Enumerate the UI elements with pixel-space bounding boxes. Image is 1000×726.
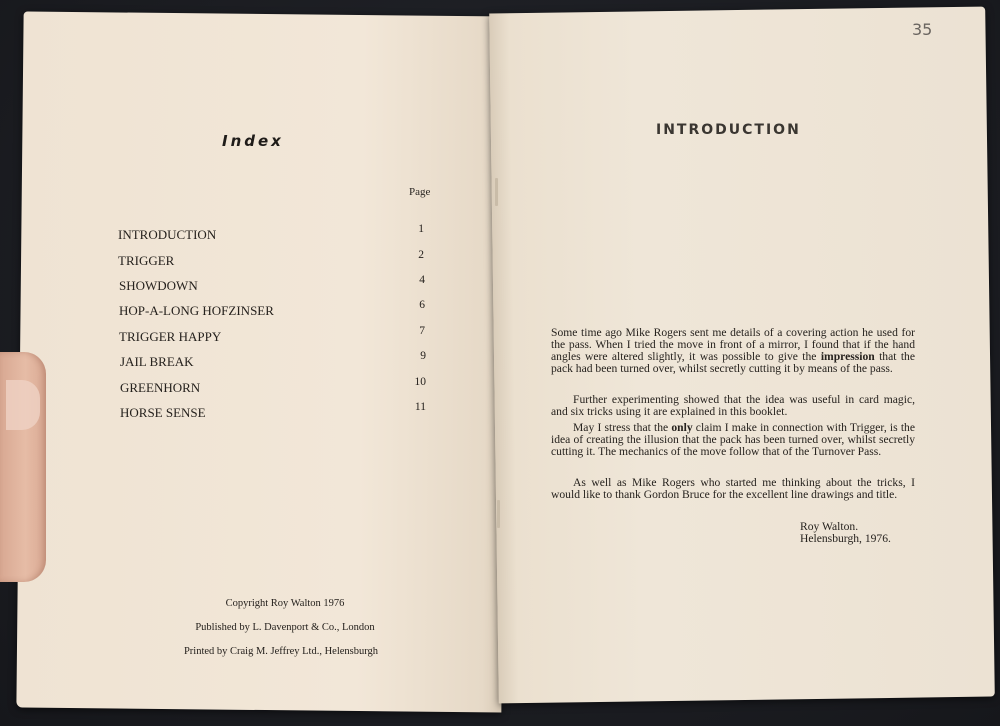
toc-title: TRIGGER bbox=[118, 253, 175, 268]
toc-page: 7 bbox=[419, 325, 425, 337]
index-heading: Index bbox=[222, 132, 284, 150]
para1-text: Some time ago Mike Rogers sent me details of a covering action he used for the pass. When I tried the move in front of a mirror, I found that if the hand angles were altered slightly, it was possible to give the bbox=[551, 326, 915, 363]
toc-row bbox=[119, 325, 439, 349]
toc-title: SHOWDOWN bbox=[119, 278, 198, 293]
para3-emphasis: only bbox=[671, 421, 693, 434]
toc-page: 9 bbox=[420, 350, 426, 362]
toc-page: 2 bbox=[418, 249, 424, 261]
intro-paragraph-3 bbox=[551, 422, 915, 458]
publisher-line: Published by L. Davenport & Co., London bbox=[195, 622, 375, 633]
toc-row bbox=[119, 274, 439, 298]
printer-line: Printed by Craig M. Jeffrey Ltd., Helensburgh bbox=[183, 646, 379, 657]
toc-page: 11 bbox=[414, 401, 426, 413]
para3-text-end: claim I make in connection with Trigger, is the idea of creating the illusion that the pack has been turned over, whilst secretly cutting it. The mechanics of the move follow that of the Turnover Pass. bbox=[551, 421, 915, 458]
toc-row bbox=[119, 299, 439, 323]
toc-row bbox=[120, 401, 440, 425]
toc-page: 10 bbox=[414, 376, 426, 388]
para3-text: May I stress that the bbox=[573, 421, 672, 434]
spine-stitch-bottom bbox=[497, 500, 500, 528]
toc-page: 1 bbox=[418, 223, 424, 235]
toc-title: INTRODUCTION bbox=[118, 227, 217, 242]
introduction-heading: INTRODUCTION bbox=[656, 122, 801, 138]
signature-place: Helensburgh, 1976. bbox=[800, 532, 891, 545]
toc-row bbox=[120, 350, 440, 374]
thumbnail bbox=[6, 380, 40, 430]
toc-title: GREENHORN bbox=[120, 380, 201, 395]
intro-paragraph-2: Further experimenting showed that the idea was useful in card magic, and six tricks using it are explained in this booklet. bbox=[551, 393, 915, 418]
toc-row bbox=[118, 223, 438, 247]
toc-page: 6 bbox=[419, 299, 425, 311]
toc-page: 4 bbox=[419, 274, 425, 286]
thumb bbox=[0, 352, 46, 582]
toc-title: JAIL BREAK bbox=[120, 354, 194, 369]
spine-stitch-top bbox=[495, 178, 498, 206]
intro-paragraph-4: As well as Mike Rogers who started me thinking about the tricks, I would like to thank Gordon Bruce for the excellent line drawings and title. bbox=[551, 476, 915, 501]
signature-name: Roy Walton. bbox=[800, 520, 859, 533]
para1-text-end: that the pack had been turned over, whilst secretly cutting it by means of the pass. bbox=[551, 350, 915, 375]
toc-row bbox=[118, 249, 438, 273]
toc-title: TRIGGER HAPPY bbox=[119, 329, 222, 344]
para1-emphasis: impression bbox=[820, 350, 875, 363]
copyright-line: Copyright Roy Walton 1976 bbox=[225, 598, 345, 609]
page-column-label: Page bbox=[409, 186, 431, 198]
handwritten-page-mark: 35 bbox=[912, 20, 933, 39]
intro-paragraph-1 bbox=[551, 327, 915, 375]
toc-title: HORSE SENSE bbox=[120, 405, 206, 420]
toc-title: HOP-A-LONG HOFZINSER bbox=[119, 303, 274, 318]
toc-row bbox=[120, 376, 440, 400]
